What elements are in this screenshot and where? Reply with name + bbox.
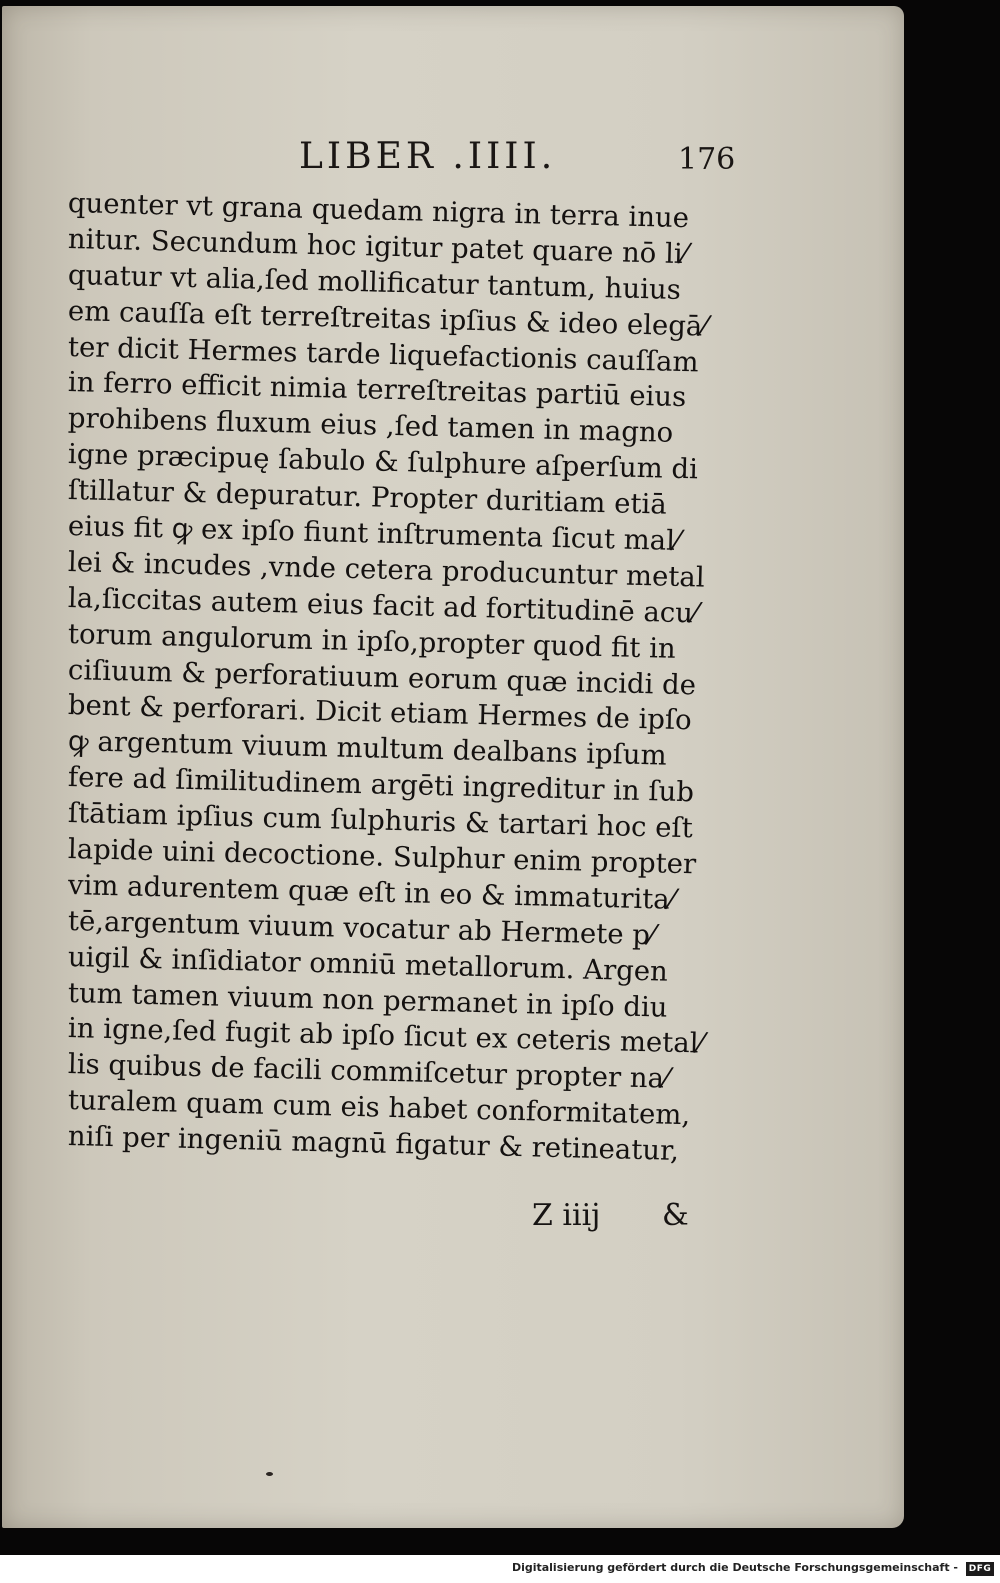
text-line: prohibens fluxum eius ,ſed tamen in magno <box>67 402 674 450</box>
text-line: nitur. Secundum hoc igitur patet quare nō li⁄ <box>67 222 688 271</box>
text-line: la,ſiccitas autem eius facit ad fortitudinē acu⁄ <box>67 581 698 630</box>
text-line: ꝙ argentum viuum multum dealbans ipſum <box>67 725 668 772</box>
signature-mark: Z iiij <box>532 1198 601 1233</box>
text-line: lis quibus de facili commiſcetur propter na⁄ <box>67 1048 669 1096</box>
text-line: tum tamen viuum non permanet in ipſo diu <box>67 976 668 1024</box>
text-line: turalem quam cum eis habet conformitatem, <box>67 1084 691 1132</box>
book-page <box>2 6 904 1528</box>
running-title: LIBER .IIII. <box>299 136 557 177</box>
text-line: niſi per ingeniū magnū figatur & retineatur, <box>67 1120 680 1168</box>
text-line: bent & perforari. Dicit etiam Hermes de ipſo <box>67 689 693 737</box>
text-line: tē,argentum viuum vocatur ab Hermete p⁄ <box>67 904 655 952</box>
text-line: eius fit ꝙ ex ipſo fiunt inſtrumenta ſicut mal⁄ <box>67 510 680 557</box>
text-line: quenter vt grana quedam nigra in terra inue <box>67 187 690 235</box>
credit-bar <box>0 1555 1000 1583</box>
text-line: ſtillatur & depuratur. Propter duritiam etiā <box>67 474 668 521</box>
text-line: quatur vt alia,ſed mollificatur tantum, huius <box>67 258 682 306</box>
body-text <box>67 186 728 1168</box>
text-line: in ferro efficit nimia terreſtreitas partiū eius <box>67 366 687 414</box>
funding-credit: Digitalisierung gefördert durch die Deutsche Forschungsgemeinschaft - <box>511 1561 958 1574</box>
text-line: igne præcipuę ſabulo & ſulphure aſperſum di <box>67 438 699 486</box>
text-line: ſtātiam ipſius cum ſulphuris & tartari hoc eſt <box>67 797 694 845</box>
text-line: em cauſſa eſt terreſtreitas ipſius & ideo elegā⁄ <box>67 294 708 343</box>
text-line: in igne,ſed fugit ab ipſo ſicut ex ceteris metal⁄ <box>67 1012 704 1061</box>
dfg-logo: DFG <box>966 1562 994 1576</box>
text-line: ter dicit Hermes tarde liquefactionis cauſſam <box>67 330 699 378</box>
text-line: lapide uini decoctione. Sulphur enim propter <box>67 833 697 881</box>
text-line: torum angulorum in ipſo,propter quod fit in <box>67 617 677 665</box>
text-line: vim adurentem quæ eſt in eo & immaturita⁄ <box>67 868 675 916</box>
ink-speck <box>266 1472 273 1476</box>
catchword: & <box>662 1198 689 1233</box>
page-header <box>2 136 902 182</box>
text-line: fere ad ſimilitudinem argēti ingreditur in ſub <box>67 761 695 809</box>
text-line: ciſiuum & perforatiuum eorum quæ incidi de <box>67 653 697 701</box>
text-line: lei & incudes ,vnde cetera producuntur metal <box>67 545 705 594</box>
page-footer <box>532 1198 732 1242</box>
page-number: 176 <box>678 142 736 177</box>
text-line: uigil & inſidiator omniū metallorum. Argen <box>67 940 669 988</box>
